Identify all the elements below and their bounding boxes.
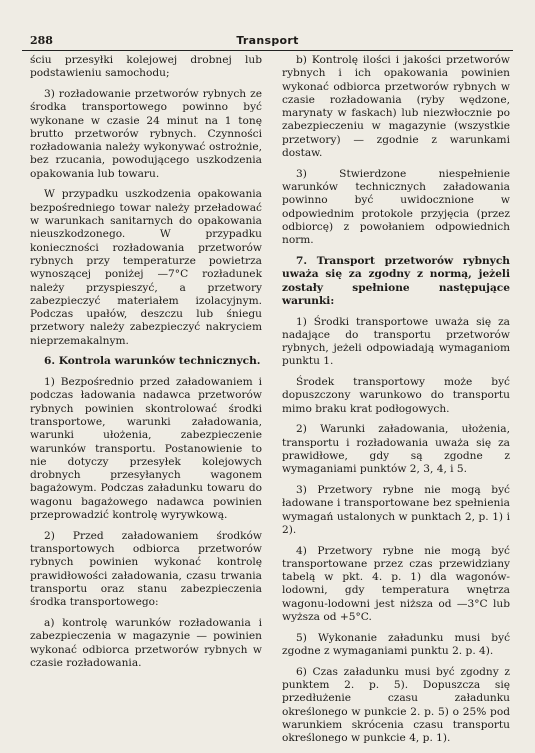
- page-number: 288: [30, 34, 53, 47]
- paragraph: 6) Czas załadunku musi być zgodny z punktem 2. p. 5). Dopuszcza się przedłużenie czasu załadunku określonego w punkcie 2. p. 5) o 25% pod warunkiem skrócenia czasu transportu określonego w punkcie 4, p. 1).: [282, 665, 510, 745]
- paragraph: 5) Wykonanie załadunku musi być zgodne z wymaganiami punktu 2. p. 4).: [282, 631, 510, 657]
- paragraph: 2) Warunki załadowania, ułożenia, transportu i rozładowania uważa się za prawidłowe, gdy są zgodne z wymaganiami punktów 2, 3, 4, i 5.: [282, 423, 510, 476]
- paragraph: 4) Przetwory rybne nie mogą być transportowane przez czas przewidziany tabelą w pkt. 4. p. 1) dla wagonów-lodowni, gdy temperatura wnętrza wagonu-lodowni jest niższa od —3°C lub wyższa od +5°C.: [282, 544, 510, 624]
- right-column: [282, 54, 510, 753]
- paragraph: ściu przesyłki kolejowej drobnej lub podstawieniu samochodu;: [30, 54, 262, 80]
- paragraph: 3) rozładowanie przetworów rybnych ze środka transportowego powinno być wykonane w czasie 24 minut na 1 tonę brutto przetworów rybnych. Czynności rozładowania należy wykonywać ostrożnie, bez rzucania, powodującego uszkodzenia opakowania lub towaru.: [30, 87, 262, 180]
- left-column: [30, 54, 262, 678]
- paragraph: W przypadku uszkodzenia opakowania bezpośredniego towar należy przeładować w warunkach sanitarnych do opakowania nieuszkodzonego. W przypadku konieczności rozładowania przetworów rybnych przy temperaturze powietrza wynoszącej poniżej —7°C rozładunek należy przyspieszyć, a przetwory zabezpieczyć materiałem izolacyjnym. Podczas upałów, deszczu lub śniegu przetwory należy zabezpieczyć nakryciem nieprzemakalnym.: [30, 188, 262, 347]
- paragraph: 2) Przed załadowaniem środków transportowych odbiorca przetworów rybnych powinien wykonać kontrolę prawidłowości załadowania, czasu trwania transportu oraz stanu zabezpieczenia środka transportowego:: [30, 529, 262, 609]
- section-heading: 7. Transport przetworów rybnych uważa się za zgodny z normą, jeżeli zostały spełnione następujące warunki:: [282, 254, 510, 307]
- paragraph: b) Kontrolę ilości i jakości przetworów rybnych i ich opakowania powinien wykonać odbiorca przetworów rybnych w czasie rozładowania (ryby wędzone, marynaty w faskach) lub niezwłocznie po zabezpieczeniu w magazynie (wszystkie przetwory) — zgodnie z warunkami dostaw.: [282, 54, 510, 160]
- header-rule: [22, 50, 513, 51]
- paragraph: a) kontrolę warunków rozładowania i zabezpieczenia w magazynie — powinien wykonać odbiorca przetworów rybnych w czasie rozładowania.: [30, 616, 262, 669]
- paragraph: 1) Bezpośrednio przed załadowaniem i podczas ładowania nadawca przetworów rybnych powinien skontrolować środki transportowe, warunki załadowania, warunki ułożenia, zabezpieczenie warunków transportu. Postanowienie to nie dotyczy przesyłek kolejowych drobnych przesyłanych wagonem bagażowym. Podczas załadunku towaru do wagonu bagażowego nadawca powinien przeprowadzić kontrolę wyrywkową.: [30, 376, 262, 522]
- paragraph: 1) Środki transportowe uważa się za nadające do transportu przetworów rybnych, jeżeli odpowiadają wymaganiom punktu 1.: [282, 315, 510, 368]
- paragraph: 3) Stwierdzone niespełnienie warunków technicznych załadowania powinno być uwidocznione w odpowiednim protokole przyjęcia (przez odbiorcę) z powołaniem odpowiednich norm.: [282, 167, 510, 247]
- paragraph: Środek transportowy może być dopuszczony warunkowo do transportu mimo braku krat podłogowych.: [282, 376, 510, 415]
- paragraph: 3) Przetwory rybne nie mogą być ładowane i transportowane bez spełnienia wymagań ustalonych w punktach 2, p. 1) i 2).: [282, 483, 510, 536]
- section-heading: 6. Kontrola warunków technicznych.: [44, 355, 261, 368]
- running-title: Transport: [236, 34, 299, 47]
- page-header: [30, 34, 505, 50]
